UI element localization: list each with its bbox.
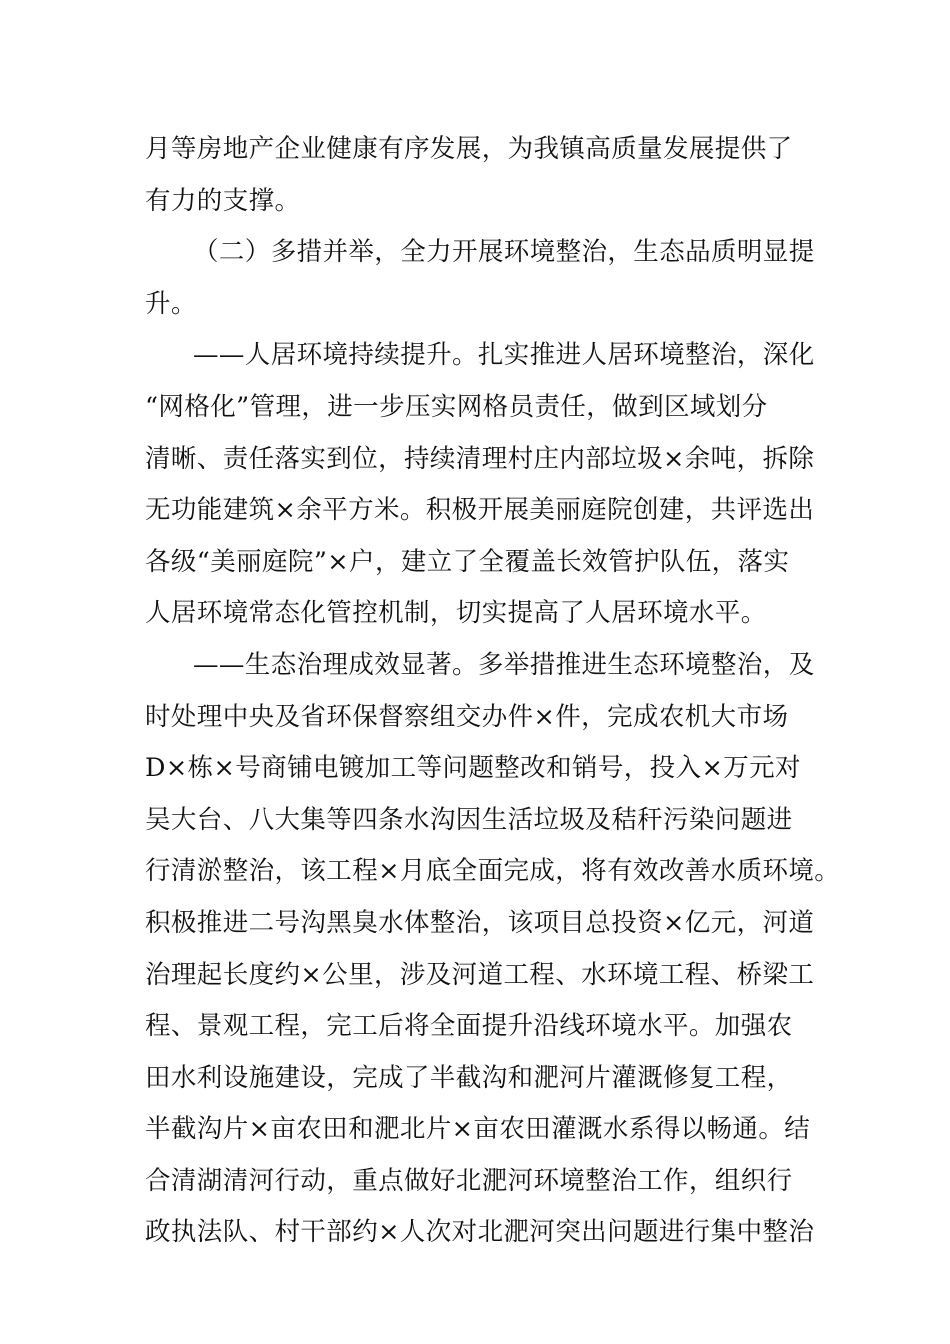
section-heading: （二）多措并举，全力开展环境整治，生态品质明显提: [193, 237, 815, 268]
text-line: 各级“美丽庭院”×户，建立了全覆盖长效管护队伍，落实: [145, 546, 790, 577]
text-line: 田水利设施建设，完成了半截沟和淝河片灌溉修复工程，: [145, 1062, 793, 1093]
text-line: 程、景观工程，完工后将全面提升沿线环境水平。加强农: [145, 1011, 793, 1042]
text-line: 积极推进二号沟黑臭水体整治，该项目总投资×亿元，河道: [145, 907, 815, 938]
text-line: 吴大台、八大集等四条水沟因生活垃圾及秸秆污染问题进: [145, 804, 793, 835]
text-line: 清晰、责任落实到位，持续清理村庄内部垃圾×余吨，拆除: [145, 443, 815, 474]
document-body: [145, 124, 841, 1259]
subsection-paragraph-start: ——生态治理成效显著。多举措推进生态环境整治，及: [193, 649, 815, 680]
text-line: 行清淤整治，该工程×月底全面完成，将有效改善水质环境。: [145, 856, 841, 887]
text-line: 无功能建筑×余平方米。积极开展美丽庭院创建，共评选出: [145, 495, 815, 526]
text-line: 有力的支撑。: [145, 185, 301, 216]
text-line: 政执法队、村干部约×人次对北淝河突出问题进行集中整治: [145, 1217, 815, 1248]
subsection-paragraph-start: ——人居环境持续提升。扎实推进人居环境整治，深化: [193, 340, 815, 371]
text-line: 月等房地产企业健康有序发展，为我镇高质量发展提供了: [145, 134, 793, 164]
text-line: 升。: [145, 288, 197, 319]
text-line: 半截沟片×亩农田和淝北片×亩农田灌溉水系得以畅通。结: [145, 1114, 811, 1145]
text-line: 时处理中央及省环保督察组交办件×件，完成农机大市场: [145, 701, 789, 732]
text-line: 合清湖清河行动，重点做好北淝河环境整治工作，组织行: [145, 1165, 793, 1196]
text-line: “网格化”管理，进一步压实网格员责任，做到区域划分: [145, 391, 768, 422]
text-line: 人居环境常态化管控机制，切实提高了人居环境水平。: [145, 598, 767, 629]
text-line: 治理起长度约×公里，涉及河道工程、水环境工程、桥梁工: [145, 959, 815, 990]
text-line: D×栋×号商铺电镀加工等问题整改和销号，投入×万元对: [145, 753, 801, 784]
